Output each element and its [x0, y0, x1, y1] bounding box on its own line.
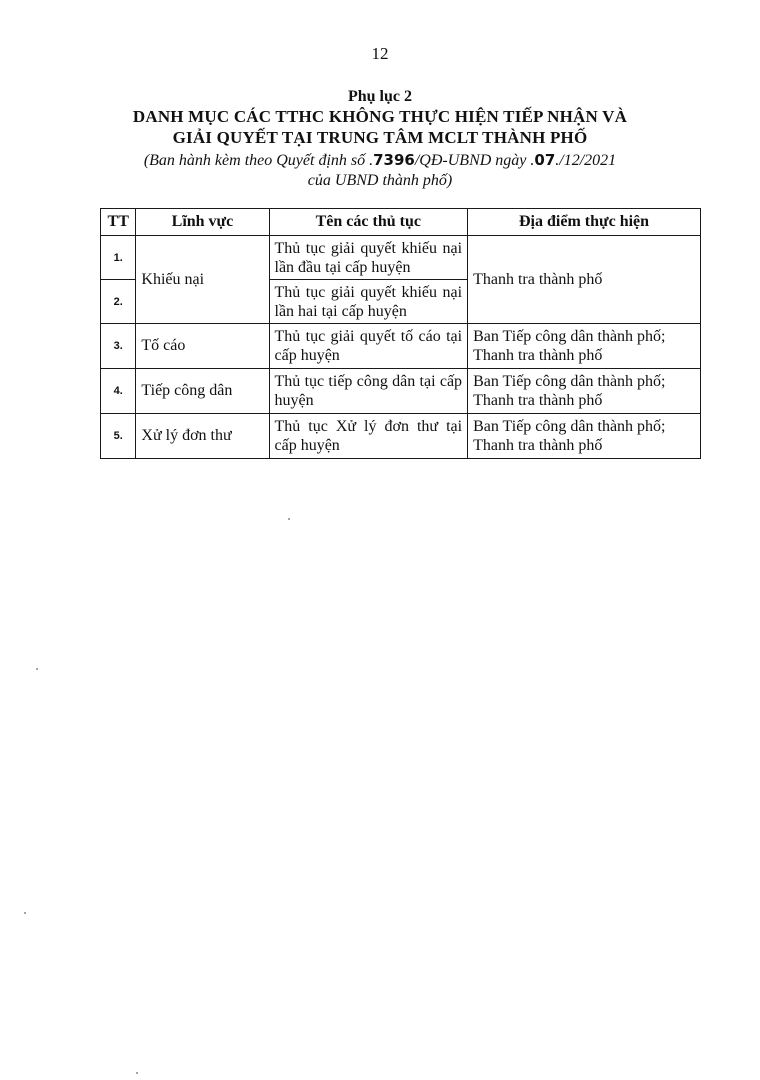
procedure-cell: Thủ tục Xử lý đơn thư tại cấp huyện: [269, 414, 468, 459]
row-number: 1.: [101, 236, 136, 280]
place-cell: Ban Tiếp công dân thành phố; Thanh tra thành phố: [468, 324, 701, 369]
place-cell: Thanh tra thành phố: [468, 236, 701, 324]
appendix-label: Phụ lục 2: [347, 88, 412, 105]
procedure-cell: Thủ tục giải quyết khiếu nại lần đầu tại cấp huyện: [269, 236, 468, 280]
subtitle-line-1: [100, 150, 660, 171]
header-place: Địa điểm thực hiện: [468, 209, 701, 236]
document-title: [110, 106, 650, 148]
table-row: [101, 414, 701, 459]
procedure-cell: Thủ tục tiếp công dân tại cấp huyện: [269, 369, 468, 414]
scan-speck: [136, 1072, 138, 1074]
row-number: 2.: [101, 280, 136, 324]
row-number: 4.: [101, 369, 136, 414]
header-field: Lĩnh vực: [136, 209, 269, 236]
table-header-row: [101, 209, 701, 236]
subtitle-line-2: của UBND thành phố): [307, 172, 453, 189]
scan-speck: [24, 912, 26, 914]
procedure-cell: Thủ tục giải quyết tố cáo tại cấp huyện: [269, 324, 468, 369]
field-cell: Xử lý đơn thư: [136, 414, 269, 459]
table-row: [101, 369, 701, 414]
subtitle-date-suffix: ./12/2021: [555, 152, 617, 169]
subtitle-prefix: (Ban hành kèm theo Quyết định số .: [143, 152, 374, 169]
header-tt: TT: [101, 209, 136, 236]
table-row: [101, 236, 701, 280]
field-cell: Tố cáo: [136, 324, 269, 369]
row-number: 3.: [101, 324, 136, 369]
place-cell: Ban Tiếp công dân thành phố; Thanh tra thành phố: [468, 369, 701, 414]
scan-speck: [288, 518, 290, 520]
procedure-cell: Thủ tục giải quyết khiếu nại lần hai tại cấp huyện: [269, 280, 468, 324]
field-cell: Khiếu nại: [136, 236, 269, 324]
scan-speck: [36, 668, 38, 670]
header-procedure: Tên các thủ tục: [269, 209, 468, 236]
document-subtitle: [100, 150, 660, 191]
decision-day-handwritten: 07: [534, 151, 556, 169]
place-cell: Ban Tiếp công dân thành phố; Thanh tra thành phố: [468, 414, 701, 459]
table-row: [101, 324, 701, 369]
procedures-table: [100, 208, 701, 459]
field-cell: Tiếp công dân: [136, 369, 269, 414]
row-number: 5.: [101, 414, 136, 459]
subtitle-middle: /QĐ-UBND ngày .: [414, 152, 535, 169]
title-line-2: GIẢI QUYẾT TẠI TRUNG TÂM MCLT THÀNH PHỐ: [172, 128, 588, 147]
decision-number-handwritten: 7396: [373, 151, 415, 169]
title-line-1: DANH MỤC CÁC TTHC KHÔNG THỰC HIỆN TIẾP NHẬN VÀ: [132, 107, 628, 126]
page-number: 12: [371, 44, 389, 63]
